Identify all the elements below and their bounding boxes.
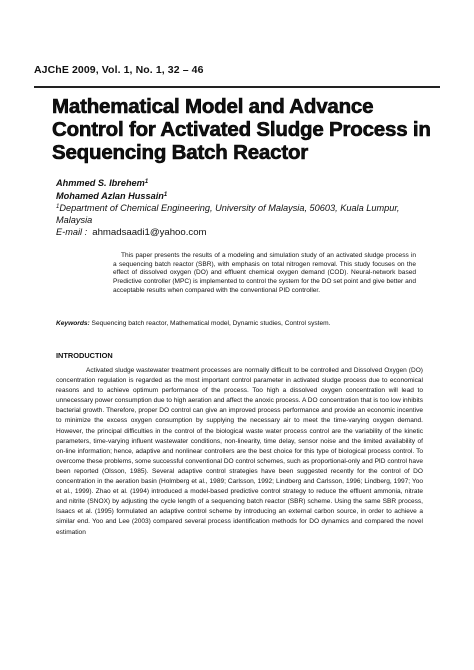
abstract: This paper presents the results of a modeling and simulation study of an activated sludge process in a sequencing batch reactor (SBR), with emphasis on total nitrogen removal. This study focuses on the effect of dissolved oxygen (DO) and effluent chemical oxygen demand (COD). Neural-network based Predictive controller (MPC) is implemented to control the system for the DO set point and give better and acceptable results when compared with the conventional PID controller. [113,252,416,294]
section-heading: INTRODUCTION [56,351,113,360]
email-label: E-mail : [56,227,88,237]
keywords-text: Sequencing batch reactor, Mathematical model, Dynamic studies, Control system. [89,320,331,327]
keywords [56,320,436,327]
journal-citation: AJChE 2009, Vol. 1, No. 1, 32 – 46 [34,64,204,76]
keywords-label: Keywords: [56,320,90,327]
title-line: Mathematical Model and Advance [52,95,374,118]
author-block [56,177,446,239]
author-name: Ahmmed S. Ibrehem$^1$ [56,178,149,188]
email-address: ahmadsaadi1@yahoo.com [92,227,207,238]
affiliation: $^1$Department of Chemical Engineering, University of Malaysia, 50603, Kuala Lumpur, [56,203,400,213]
intro-paragraph: Activated sludge wastewater treatment processes are normally difficult to be controlled and Dissolved Oxygen (DO) concentration regulation is regarded as the most important control parameter in activated sludge process due to economical reasons and to achieve optimum performance of the process. Too high a dissolved oxygen concentration will lead to unnecessary power consumption due to high aeration and affect the anoxic process. A DO concentration that is too low inhibits bacterial growth. Therefore, proper DO control can give an improved process performance and provide an economic incentive to minimize the excess oxygen consumption by supplying the necessary air to meet the time-varying oxygen demand. However, the principal difficulties in the control of the biological waste water process control are the variability of the kinetic parameters, time-varying influent wastewater conditions, non-linearity, time delay, sensor noise and the limited availability of on-line information; hence, adaptive and nonlinear controllers are the best choice for this type of biological process control. To overcome these problems, some successful conventional DO control schemes, such as proportional-only and PID control have been reported (Olsson, 1985). Several adaptive control strategies have been suggested recently for the control of DO concentration in the aeration basin (Holmberg et al., 1989; Carlsson, 1992; Lindberg and Carlsson, 1996; Lindberg, 1997; Yoo et al., 1999). Zhao et al. (1994) introduced a model-based predictive control strategy to reduce the effluent ammonia, nitrate and nitrite (SNOX) by adjusting the cycle length of a sequencing batch reactor (SBR) scheme. Using the same SBR process, Isaacs et al. (1995) formulated an adaptive control scheme by introducing an external carbon source, in order to achieve a similar end. Yoo and Lee (2003) compared several process identification methods for DO dynamics and compared the novel estimation [56,367,423,536]
affiliation-country: Malaysia [56,214,93,225]
email-line [56,227,446,239]
author-name: Mohamed Azlan Hussain$^1$ [56,190,168,201]
title-line: Control for Activated Sludge Process in [52,118,431,141]
header-rule [34,86,440,88]
paper-title [52,95,432,164]
title-line: Sequencing Batch Reactor [52,141,309,164]
